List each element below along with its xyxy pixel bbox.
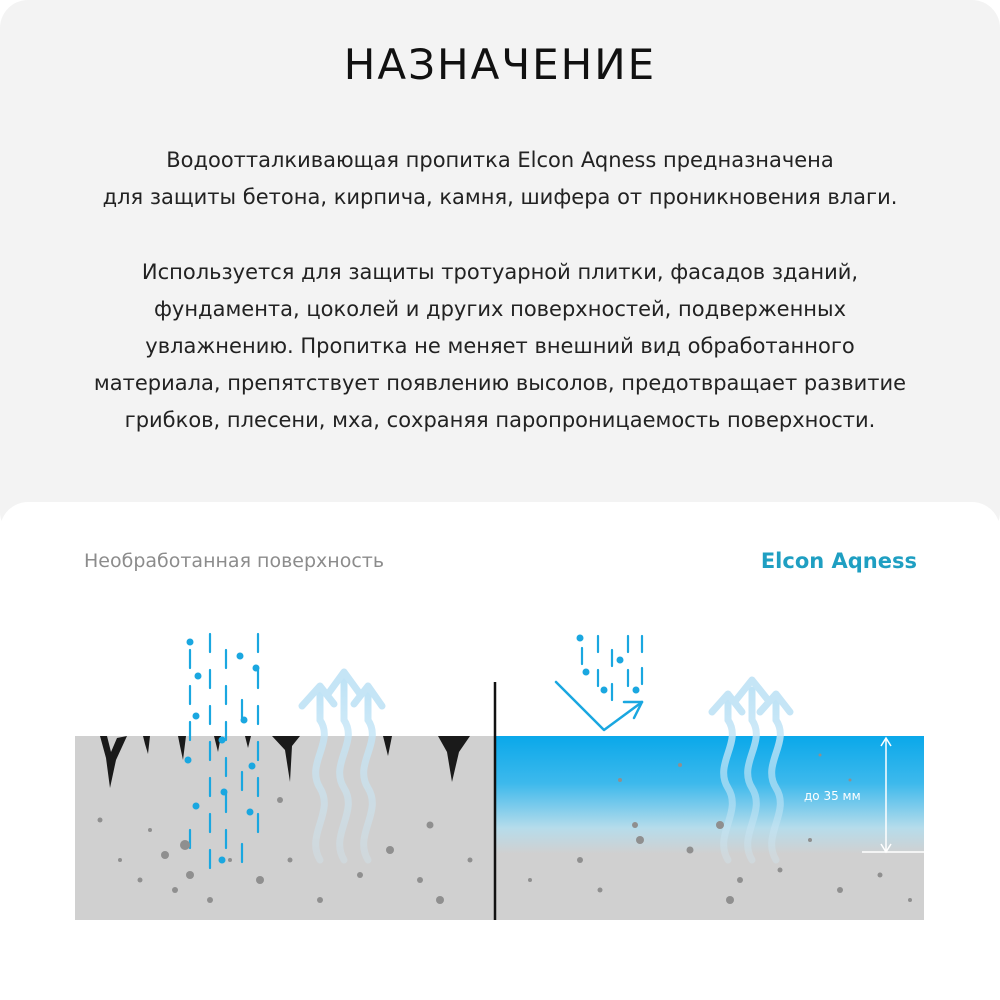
reflection-arrow [556,682,642,730]
pore [228,858,232,862]
page-title: НАЗНАЧЕНИЕ [343,40,657,89]
description-paragraph-1 [40,142,960,216]
pore [148,828,152,832]
rain-drop [193,713,200,720]
rain-drop [247,809,254,816]
text-line: фундамента, цоколей и других поверхностей, подверженных [153,297,847,321]
pore [386,846,394,854]
pore [577,857,583,863]
pore [837,887,843,893]
rain-drop [219,737,226,744]
pore [778,868,783,873]
pore [819,754,822,757]
rain-drop [633,687,640,694]
untreated-concrete-block [75,736,495,920]
rain-drop [577,635,584,642]
pore [598,888,603,893]
pore [618,778,622,782]
text-line: материала, препятствует появлению высолов, предотвращает развитие [93,371,907,395]
text-line: для защиты бетона, кирпича, камня, шифера от проникновения влаги. [102,185,898,209]
description-paragraph-2 [40,254,960,439]
rain-drop [237,653,244,660]
pore [632,822,638,828]
rain-drop [193,803,200,810]
pore [118,858,122,862]
rain-drop [601,687,608,694]
pore [737,877,743,883]
pore [288,858,293,863]
rain-drop [249,763,256,770]
pore [687,847,694,854]
depth-label: до 35 мм [804,789,861,803]
rain-drop [187,639,194,646]
rain-drop [219,857,226,864]
pore [908,898,912,902]
pore [636,836,644,844]
rain-drop [185,757,192,764]
pore [716,821,724,829]
surface-comparison-diagram [0,600,1000,940]
rain-drop [583,669,590,676]
treated-surface-label: Elcon Aqness [760,549,917,573]
rain-drops-right [577,635,640,694]
pore [138,878,143,883]
pore [172,887,178,893]
pore [161,851,169,859]
pore [180,840,190,850]
pore [427,822,434,829]
pore [357,872,363,878]
text-line: Используется для защиты тротуарной плитки, фасадов зданий, [141,260,859,284]
untreated-surface-label: Необработанная поверхность [84,550,385,572]
pore [468,858,473,863]
pore [678,763,682,767]
pore [98,818,103,823]
rain-drop [253,665,260,672]
rain-drop [241,717,248,724]
text-line: увлажнению. Пропитка не меняет внешний вид обработанного [145,334,855,358]
rain-drop [617,657,624,664]
pore [808,838,812,842]
pore [317,897,323,903]
pore [207,897,213,903]
pore [878,873,883,878]
pore [528,878,532,882]
pore [277,797,283,803]
rain-drop [195,673,202,680]
reflection-path [556,682,642,730]
pore [436,896,444,904]
pore [256,876,264,884]
pore [726,896,734,904]
text-line: Водоотталкивающая пропитка Elcon Aqness предназначена [166,148,834,172]
pore [417,877,423,883]
pore [186,871,194,879]
rain-drop [221,789,228,796]
pore [849,779,852,782]
text-line: грибков, плесени, мха, сохраняя паропроницаемость поверхности. [124,408,876,432]
